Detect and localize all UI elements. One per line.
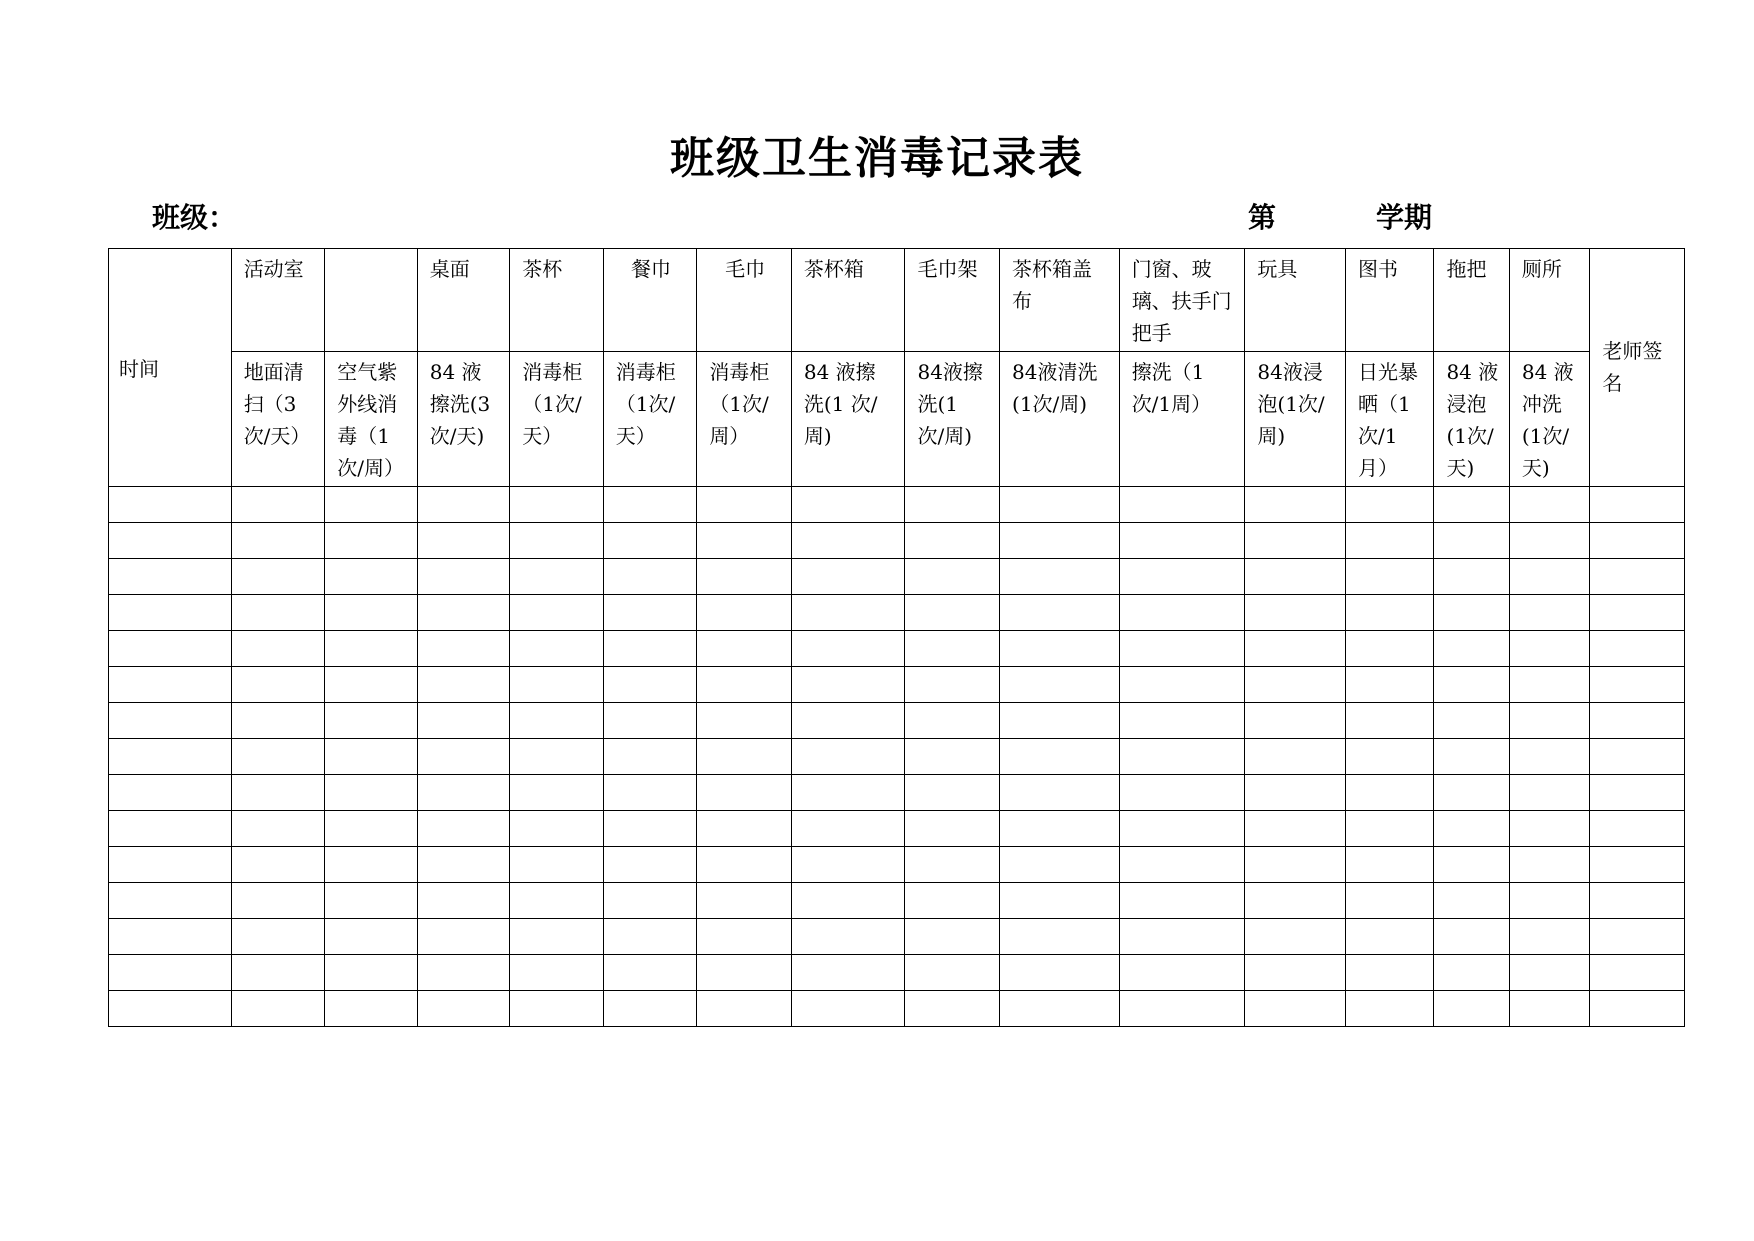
record-cell [417, 703, 510, 739]
record-cell [510, 595, 604, 631]
term-suffix: 学期 [1376, 201, 1433, 234]
item-header: 毛巾 [697, 249, 792, 352]
record-cell [1119, 811, 1245, 847]
record-cell [1509, 523, 1589, 559]
record-cell [791, 487, 905, 523]
record-cell [791, 703, 905, 739]
record-cell [1245, 487, 1346, 523]
record-cell [1509, 991, 1589, 1027]
record-cell [1000, 883, 1120, 919]
record-cell [697, 919, 792, 955]
record-cell [510, 883, 604, 919]
item-header: 茶杯箱盖布 [1000, 249, 1120, 352]
record-cell [1000, 487, 1120, 523]
record-cell [603, 739, 697, 775]
record-cell [1590, 847, 1685, 883]
record-cell [1345, 847, 1434, 883]
record-cell [510, 811, 604, 847]
record-cell [697, 991, 792, 1027]
record-cell [1119, 991, 1245, 1027]
record-cell [1119, 775, 1245, 811]
record-cell [1000, 559, 1120, 595]
header-row-methods [109, 352, 1685, 487]
method-header: 84液清洗(1次/周) [1000, 352, 1120, 487]
record-cell [603, 523, 697, 559]
record-cell [417, 667, 510, 703]
record-cell [510, 703, 604, 739]
record-cell [905, 559, 1000, 595]
record-cell [1245, 595, 1346, 631]
record-cell [1434, 811, 1509, 847]
record-cell [905, 955, 1000, 991]
record-cell [325, 919, 418, 955]
record-cell [1119, 523, 1245, 559]
record-cell [1345, 811, 1434, 847]
item-header: 餐巾 [603, 249, 697, 352]
record-cell [1245, 991, 1346, 1027]
record-cell [1590, 559, 1685, 595]
table-row [109, 559, 1685, 595]
record-cell [1245, 739, 1346, 775]
record-cell [1000, 631, 1120, 667]
record-cell [325, 487, 418, 523]
table-row [109, 847, 1685, 883]
table-row [109, 739, 1685, 775]
record-cell [1345, 919, 1434, 955]
record-cell [325, 559, 418, 595]
record-cell [231, 991, 325, 1027]
method-header: 84 液擦洗(1 次/周) [791, 352, 905, 487]
record-cell [791, 883, 905, 919]
record-cell [905, 703, 1000, 739]
record-cell [603, 595, 697, 631]
record-cell [417, 919, 510, 955]
record-cell [417, 991, 510, 1027]
record-cell [1345, 775, 1434, 811]
item-header: 玩具 [1245, 249, 1346, 352]
record-cell [325, 739, 418, 775]
record-cell [1509, 487, 1589, 523]
record-cell [1434, 667, 1509, 703]
record-cell [1119, 955, 1245, 991]
record-cell [697, 883, 792, 919]
record-cell [1590, 775, 1685, 811]
record-cell [510, 523, 604, 559]
record-cell [109, 847, 232, 883]
record-cell [603, 811, 697, 847]
record-cell [109, 703, 232, 739]
record-cell [417, 955, 510, 991]
record-cell [1434, 703, 1509, 739]
record-cell [109, 559, 232, 595]
record-cell [325, 811, 418, 847]
method-header: 消毒柜（1次/天） [603, 352, 697, 487]
record-cell [1000, 775, 1120, 811]
item-header: 毛巾架 [905, 249, 1000, 352]
record-cell [1119, 883, 1245, 919]
method-header: 消毒柜（1次/周） [697, 352, 792, 487]
record-cell [109, 811, 232, 847]
record-cell [905, 523, 1000, 559]
record-cell [1119, 667, 1245, 703]
record-cell [325, 847, 418, 883]
record-cell [791, 523, 905, 559]
record-cell [1590, 631, 1685, 667]
record-cell [1000, 811, 1120, 847]
item-header: 门窗、玻璃、扶手门把手 [1119, 249, 1245, 352]
record-cell [1119, 919, 1245, 955]
record-cell [1000, 595, 1120, 631]
item-header [325, 249, 418, 352]
table-row [109, 595, 1685, 631]
record-cell [905, 631, 1000, 667]
record-cell [417, 595, 510, 631]
record-cell [1509, 667, 1589, 703]
record-cell [1590, 487, 1685, 523]
disinfection-record-table [108, 248, 1685, 1027]
method-header: 84 液冲洗(1次/天) [1509, 352, 1589, 487]
record-cell [417, 883, 510, 919]
record-cell [231, 703, 325, 739]
record-cell [1434, 883, 1509, 919]
record-cell [1434, 487, 1509, 523]
record-cell [603, 955, 697, 991]
record-cell [697, 487, 792, 523]
method-header: 擦洗（1 次/1周） [1119, 352, 1245, 487]
record-cell [1434, 847, 1509, 883]
record-cell [1119, 703, 1245, 739]
record-cell [109, 523, 232, 559]
record-cell [417, 523, 510, 559]
record-cell [791, 811, 905, 847]
header-row-items [109, 249, 1685, 352]
record-cell [1345, 991, 1434, 1027]
table-row [109, 811, 1685, 847]
record-cell [1119, 739, 1245, 775]
record-cell [697, 955, 792, 991]
record-cell [109, 775, 232, 811]
table-row [109, 667, 1685, 703]
record-cell [510, 667, 604, 703]
record-cell [1119, 631, 1245, 667]
record-cell [697, 559, 792, 595]
record-cell [1590, 991, 1685, 1027]
record-cell [791, 631, 905, 667]
class-label: 班级： [152, 201, 237, 234]
record-cell [231, 919, 325, 955]
record-cell [109, 991, 232, 1027]
table-row [109, 919, 1685, 955]
record-cell [791, 739, 905, 775]
record-cell [1000, 955, 1120, 991]
record-cell [905, 919, 1000, 955]
record-cell [603, 991, 697, 1027]
record-cell [1119, 847, 1245, 883]
record-cell [791, 991, 905, 1027]
record-cell [109, 667, 232, 703]
record-cell [1000, 667, 1120, 703]
record-cell [417, 775, 510, 811]
record-cell [905, 991, 1000, 1027]
record-cell [1590, 811, 1685, 847]
record-cell [1590, 919, 1685, 955]
record-cell [603, 847, 697, 883]
record-cell [603, 775, 697, 811]
record-cell [1345, 559, 1434, 595]
method-header: 84 液浸泡(1次/天) [1434, 352, 1509, 487]
record-cell [1590, 667, 1685, 703]
record-cell [1345, 739, 1434, 775]
table-row [109, 631, 1685, 667]
record-cell [1245, 775, 1346, 811]
record-cell [1509, 847, 1589, 883]
record-cell [1509, 883, 1589, 919]
record-cell [1000, 847, 1120, 883]
record-cell [417, 739, 510, 775]
record-cell [109, 883, 232, 919]
table-row [109, 703, 1685, 739]
record-cell [1509, 631, 1589, 667]
record-cell [697, 523, 792, 559]
item-header: 厕所 [1509, 249, 1589, 352]
table-row [109, 883, 1685, 919]
record-cell [791, 559, 905, 595]
method-header: 日光暴晒（1次/1月） [1345, 352, 1434, 487]
record-cell [231, 559, 325, 595]
record-cell [1434, 595, 1509, 631]
table-row [109, 991, 1685, 1027]
record-cell [697, 739, 792, 775]
record-cell [905, 487, 1000, 523]
record-cell [510, 559, 604, 595]
record-cell [1590, 523, 1685, 559]
record-cell [697, 595, 792, 631]
record-cell [231, 775, 325, 811]
record-cell [905, 883, 1000, 919]
record-cell [1000, 919, 1120, 955]
record-cell [1345, 595, 1434, 631]
item-header: 桌面 [417, 249, 510, 352]
record-cell [231, 667, 325, 703]
record-cell [231, 523, 325, 559]
record-cell [1345, 631, 1434, 667]
record-cell [417, 487, 510, 523]
record-cell [510, 487, 604, 523]
item-header: 活动室 [231, 249, 325, 352]
record-cell [1590, 955, 1685, 991]
record-cell [791, 955, 905, 991]
record-cell [1000, 739, 1120, 775]
record-cell [417, 811, 510, 847]
record-cell [1509, 919, 1589, 955]
table-row [109, 955, 1685, 991]
record-cell [1245, 667, 1346, 703]
record-cell [109, 919, 232, 955]
record-cell [510, 847, 604, 883]
record-cell [325, 883, 418, 919]
record-cell [1509, 559, 1589, 595]
record-cell [1434, 559, 1509, 595]
record-cell [697, 775, 792, 811]
record-cell [1000, 523, 1120, 559]
record-cell [1245, 919, 1346, 955]
method-header: 84液擦洗(1 次/周) [905, 352, 1000, 487]
record-cell [109, 739, 232, 775]
record-cell [697, 667, 792, 703]
record-cell [603, 919, 697, 955]
record-cell [231, 739, 325, 775]
record-cell [417, 559, 510, 595]
record-cell [697, 703, 792, 739]
record-cell [1434, 631, 1509, 667]
record-cell [1345, 523, 1434, 559]
record-cell [603, 559, 697, 595]
record-cell [231, 847, 325, 883]
record-cell [325, 703, 418, 739]
record-cell [1245, 523, 1346, 559]
record-cell [1509, 703, 1589, 739]
record-cell [325, 667, 418, 703]
record-cell [905, 667, 1000, 703]
record-cell [1509, 775, 1589, 811]
record-cell [603, 487, 697, 523]
record-cell [510, 739, 604, 775]
record-cell [1245, 559, 1346, 595]
record-cell [1434, 523, 1509, 559]
table-row [109, 523, 1685, 559]
record-cell [109, 631, 232, 667]
record-cell [791, 919, 905, 955]
term-prefix: 第 [1248, 201, 1277, 234]
method-header: 空气紫外线消毒（1次/周） [325, 352, 418, 487]
record-cell [697, 847, 792, 883]
record-cell [510, 919, 604, 955]
record-cell [1434, 991, 1509, 1027]
record-cell [905, 739, 1000, 775]
record-cell [1509, 811, 1589, 847]
record-cell [1245, 631, 1346, 667]
item-header: 图书 [1345, 249, 1434, 352]
record-cell [1434, 739, 1509, 775]
method-header: 84液浸泡(1次/周) [1245, 352, 1346, 487]
item-header: 茶杯箱 [791, 249, 905, 352]
method-header: 地面清扫（3次/天） [231, 352, 325, 487]
record-cell [603, 667, 697, 703]
record-cell [603, 703, 697, 739]
record-cell [1245, 847, 1346, 883]
record-cell [510, 991, 604, 1027]
record-cell [603, 631, 697, 667]
record-cell [1245, 703, 1346, 739]
record-cell [1434, 775, 1509, 811]
record-cell [1590, 595, 1685, 631]
table-row [109, 487, 1685, 523]
record-cell [325, 631, 418, 667]
record-cell [1119, 559, 1245, 595]
method-header: 84 液擦洗(3次/天) [417, 352, 510, 487]
record-cell [905, 775, 1000, 811]
record-cell [109, 595, 232, 631]
record-cell [510, 775, 604, 811]
record-cell [231, 595, 325, 631]
record-cell [1345, 703, 1434, 739]
record-cell [1000, 991, 1120, 1027]
record-cell [325, 595, 418, 631]
record-cell [1245, 883, 1346, 919]
item-header: 拖把 [1434, 249, 1509, 352]
signature-header: 老师签名 [1590, 249, 1685, 487]
record-cell [510, 631, 604, 667]
record-cell [1590, 883, 1685, 919]
record-cell [231, 487, 325, 523]
record-cell [325, 775, 418, 811]
record-cell [905, 595, 1000, 631]
record-cell [791, 847, 905, 883]
record-cell [905, 811, 1000, 847]
record-cell [417, 631, 510, 667]
record-cell [1590, 703, 1685, 739]
record-cell [697, 631, 792, 667]
record-cell [603, 883, 697, 919]
method-header: 消毒柜（1次/天） [510, 352, 604, 487]
record-cell [791, 595, 905, 631]
time-header: 时间 [109, 249, 232, 487]
record-cell [1245, 955, 1346, 991]
record-cell [325, 991, 418, 1027]
record-cell [231, 955, 325, 991]
record-cell [1345, 667, 1434, 703]
record-cell [1119, 595, 1245, 631]
record-cell [1119, 487, 1245, 523]
record-cell [1509, 955, 1589, 991]
record-cell [325, 955, 418, 991]
record-cell [1509, 739, 1589, 775]
record-cell [417, 847, 510, 883]
table-row [109, 775, 1685, 811]
record-cell [1345, 883, 1434, 919]
record-cell [1509, 595, 1589, 631]
record-cell [231, 631, 325, 667]
record-cell [1245, 811, 1346, 847]
record-cell [1434, 955, 1509, 991]
item-header: 茶杯 [510, 249, 604, 352]
record-cell [231, 811, 325, 847]
document-title: 班级卫生消毒记录表 [670, 133, 1084, 184]
record-cell [791, 667, 905, 703]
record-cell [905, 847, 1000, 883]
record-cell [1345, 955, 1434, 991]
record-cell [325, 523, 418, 559]
record-cell [109, 487, 232, 523]
record-cell [1000, 703, 1120, 739]
record-cell [1345, 487, 1434, 523]
record-cell [109, 955, 232, 991]
record-cell [510, 955, 604, 991]
record-cell [791, 775, 905, 811]
record-cell [231, 883, 325, 919]
record-cell [1434, 919, 1509, 955]
record-cell [1590, 739, 1685, 775]
record-cell [697, 811, 792, 847]
